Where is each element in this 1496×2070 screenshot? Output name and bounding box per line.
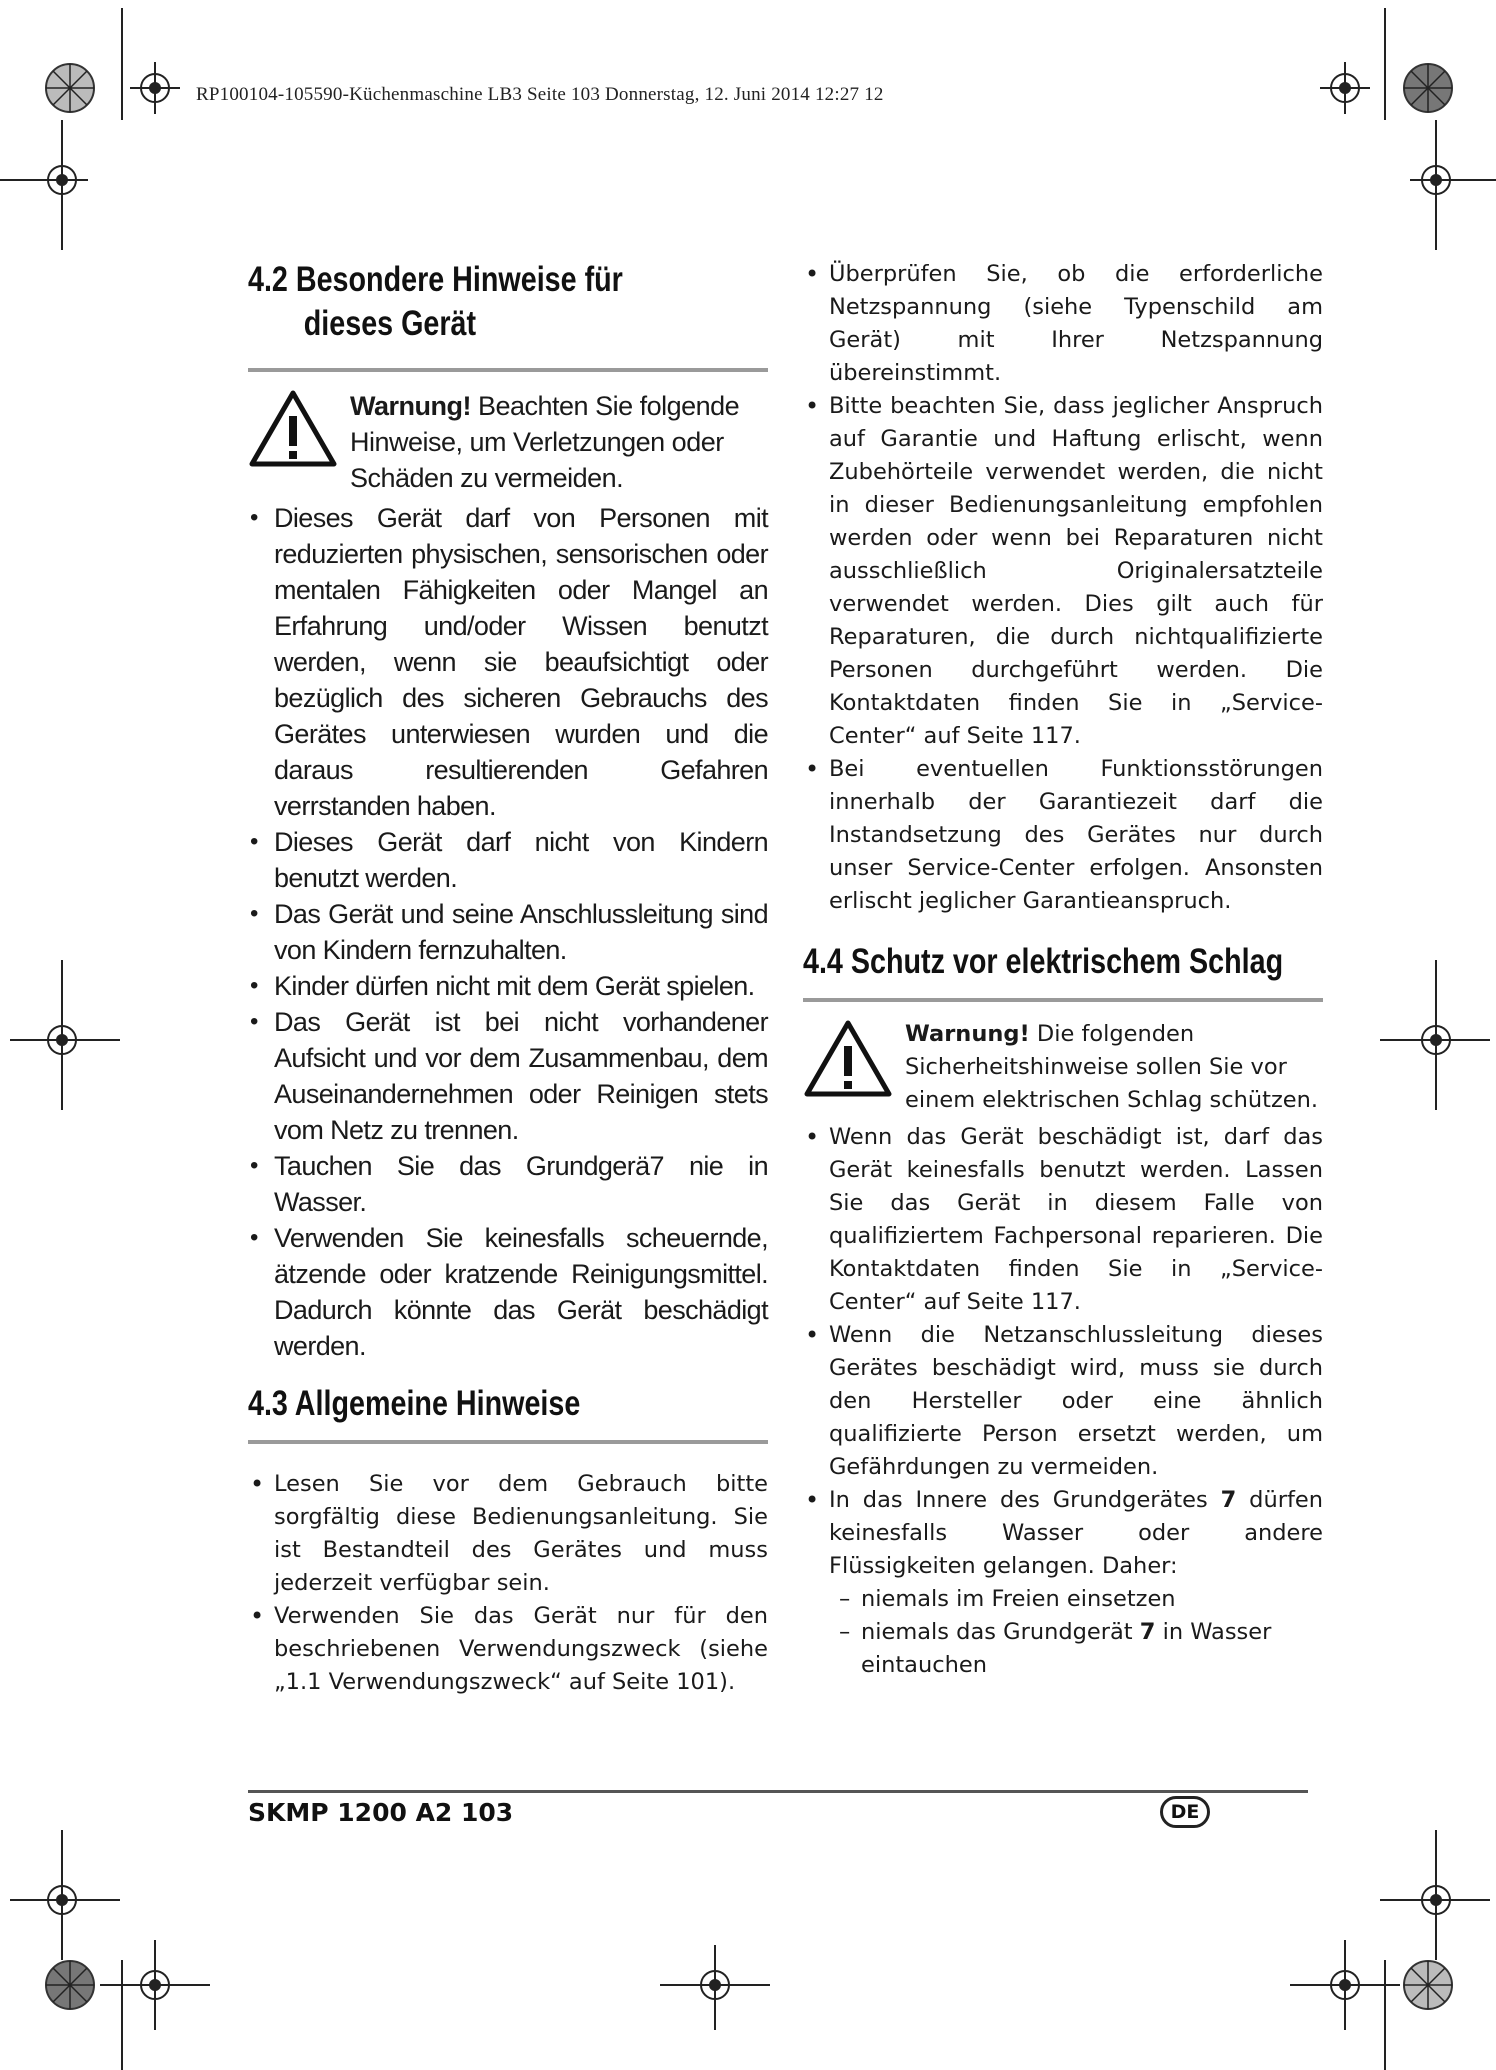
part-number: 7 — [1220, 1487, 1237, 1513]
section-4-4-list — [803, 1121, 1323, 1583]
list-item-text: In das Innere des Grundgerätes — [829, 1487, 1221, 1513]
warning-body: Die folgenden Sicherheitshinweise sollen Sie vor einem elektrischen Schlag schützen. — [905, 1021, 1319, 1113]
heading-rule — [248, 1440, 768, 1444]
dash-item-text: in Wasser eintauchen — [861, 1619, 1272, 1678]
heading-rule — [803, 998, 1323, 1002]
list-item: • Kinder dürfen nicht mit dem Gerät spielen. — [248, 968, 768, 1004]
list-item: • Dieses Gerät darf von Personen mit reduzierten physischen, sensorischen oder mentalen Fähigkeiten oder Mangel an Erfahrung und/oder Wissen benutzt werden, wenn sie beaufsichtigt oder bezüglich des sicheren Gebrauchs des Gerätes unterwiesen wurden und die daraus resultierenden Gefahren verrstanden haben. — [248, 500, 768, 824]
print-slug: RP100104-105590-Küchenmaschine LB3 Seite 103 Donnerstag, 12. Juni 2014 12:27 12 — [196, 84, 884, 105]
list-item: • Das Gerät ist bei nicht vorhandener Aufsicht und vor dem Zusammenbau, dem Auseinandernehmen oder Reinigen stets vom Netz zu trennen. — [248, 1004, 768, 1148]
list-item: • Wenn das Gerät beschädigt ist, darf das Gerät keinesfalls benutzt werden. Lassen Sie das Gerät in diesem Falle von qualifiziertem Fachpersonal reparieren. Die Kontaktdaten finden Sie in „Service-Center“ auf Seite 117. — [803, 1121, 1323, 1319]
section-4-4-heading: 4.4 Schutz vor elektrischem Schlag — [803, 942, 1284, 981]
heading-line2: dieses Gerät — [303, 304, 477, 343]
warning-body: Beachten Sie folgende Hinweise, um Verletzungen oder Schäden zu vermeiden. — [350, 391, 740, 493]
warning-label: Warnung! — [350, 391, 471, 421]
section-4-3-heading: 4.3 Allgemeine Hinweise — [248, 1384, 581, 1423]
section-4-3-list — [248, 1460, 768, 1699]
list-item: • Wenn die Netzanschlussleitung dieses Gerätes beschädigt wird, muss sie durch den Hersteller oder eine ähnlich qualifizierte Person ersetzt werden, um Gefährdungen zu vermeiden. — [803, 1319, 1323, 1484]
list-item: • Überprüfen Sie, ob die erforderliche Netzspannung (siehe Typenschild am Gerät) mit Ihrer Netzspannung übereinstimmt. — [803, 258, 1323, 390]
list-item: • Verwenden Sie keinesfalls scheuernde, ätzende oder kratzende Reinigungsmittel. Dadurch könnte das Gerät beschädigt werden. — [248, 1220, 768, 1364]
warning-block — [248, 388, 768, 496]
part-number: 7 — [1139, 1619, 1156, 1645]
list-item: • Lesen Sie vor dem Gebrauch bitte sorgfältig diese Bedienungsanleitung. Sie ist Bestandteil des Gerätes und muss jederzeit verfügbar sein. — [248, 1468, 768, 1600]
section-4-2-list — [248, 500, 768, 1364]
warning-triangle-icon — [248, 388, 338, 468]
warning-label: Warnung! — [905, 1021, 1030, 1047]
dash-item: – niemals im Freien einsetzen — [839, 1583, 1323, 1616]
left-column — [248, 258, 768, 1699]
general-notes-list — [803, 258, 1323, 918]
warning-triangle-icon — [803, 1018, 893, 1098]
dash-item-text: niemals das Grundgerät — [861, 1619, 1140, 1645]
section-4-2-heading — [248, 258, 768, 368]
list-item: • Verwenden Sie das Gerät nur für den beschriebenen Verwendungszweck (siehe „1.1 Verwendungszweck“ auf Seite 101). — [248, 1600, 768, 1699]
right-column — [803, 258, 1323, 1682]
language-badge: DE — [1160, 1796, 1210, 1828]
heading-rule — [248, 368, 768, 372]
list-item: • Tauchen Sie das Grundgerä7 nie in Wasser. — [248, 1148, 768, 1220]
warning-text — [905, 1018, 1323, 1117]
footer-rule — [248, 1790, 1308, 1793]
list-item: • Bitte beachten Sie, dass jeglicher Anspruch auf Garantie und Haftung erlischt, wenn Zubehörteile verwendet werden, die nicht in dieser Bedienungsanleitung empfohlen werden oder wenn bei Reparaturen nicht ausschließlich Originalersatzteile verwendet werden. Dies gilt auch für Reparaturen, die durch nichtqualifizierte Personen durchgeführt werden. Die Kontaktdaten finden Sie in „Service-Center“ auf Seite 117. — [803, 390, 1323, 753]
section-4-4-dash-list — [803, 1583, 1323, 1682]
heading-line1: 4.2 Besondere Hinweise für — [248, 260, 623, 299]
list-item: • Bei eventuellen Funktionsstörungen innerhalb der Garantiezeit darf die Instandsetzung des Gerätes nur durch unser Service-Center erfolgen. Ansonsten erlischt jeglicher Garantieanspruch. — [803, 753, 1323, 918]
list-item — [803, 1484, 1323, 1583]
list-item: • Dieses Gerät darf nicht von Kindern benutzt werden. — [248, 824, 768, 896]
warning-text — [350, 388, 768, 496]
list-item: • Das Gerät und seine Anschlussleitung sind von Kindern fernzuhalten. — [248, 896, 768, 968]
dash-item — [839, 1616, 1323, 1682]
footer-model-page: SKMP 1200 A2 103 — [248, 1798, 514, 1827]
warning-block — [803, 1018, 1323, 1117]
list-item-text: dürfen keinesfalls Wasser oder andere Flüssigkeiten gelangen. Daher: — [829, 1487, 1323, 1579]
